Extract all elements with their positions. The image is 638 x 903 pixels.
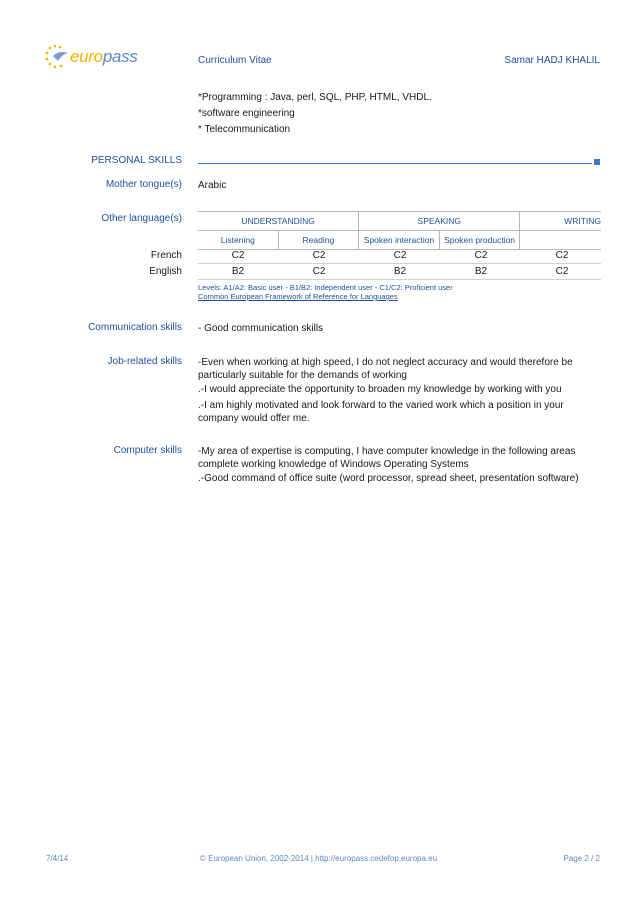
grade-cell: C2 [393, 250, 407, 261]
job-skill-item: -Even when working at high speed, I do not neglect accuracy and would therefore be particularly suitable for the demands of working [198, 357, 573, 381]
language-name-english: English [149, 266, 182, 277]
footer-copyright: © European Union, 2002-2014 | http://europass.cedefop.europa.eu [200, 854, 438, 863]
person-name: Samar HADJ KHALIL [504, 55, 600, 66]
logo-wordmark: europass [70, 47, 138, 66]
grade-cell: C2 [474, 250, 488, 261]
job-skill-item: .-I am highly motivated and look forward to the varied work which a position in your company would offer me. [198, 400, 564, 424]
mother-tongue-value: Arabic [198, 180, 227, 191]
row-divider [198, 263, 601, 264]
subheader-writing-empty [520, 231, 601, 250]
row-divider [198, 279, 601, 280]
section-heading-personal-skills: PERSONAL SKILLS [91, 155, 182, 166]
grade-cell: C2 [231, 250, 245, 261]
communication-skills-label: Communication skills [88, 322, 182, 333]
top-item: *software engineering [198, 108, 295, 119]
levels-note: Levels: A1/A2: Basic user - B1/B2: Independent user - C1/C2: Proficient user [198, 283, 453, 292]
doc-title: Curriculum Vitae [198, 55, 272, 66]
europass-logo [44, 44, 144, 70]
subheader-spoken-production: Spoken production [439, 231, 520, 250]
job-related-skills-label: Job-related skills [107, 356, 182, 367]
computer-skills-label: Computer skills [113, 445, 182, 456]
job-skill-item: .-I would appreciate the opportunity to broaden my knowledge by working with you [198, 384, 562, 395]
header-writing: WRITING [520, 212, 601, 231]
header-understanding: UNDERSTANDING [198, 212, 359, 231]
other-languages-label: Other language(s) [101, 213, 182, 224]
section-marker [594, 159, 600, 165]
footer-page-number: Page 2 / 2 [563, 854, 600, 863]
language-table [198, 211, 601, 250]
grade-cell: C2 [555, 250, 569, 261]
grade-cell: C2 [312, 250, 326, 261]
language-name-french: French [150, 250, 182, 261]
grade-cell: B2 [474, 266, 488, 277]
grade-cell: B2 [231, 266, 245, 277]
grade-cell: C2 [312, 266, 326, 277]
section-divider [198, 163, 592, 164]
cefr-link[interactable]: Common European Framework of Reference for Languages [198, 292, 398, 301]
footer-date: 7/4/14 [46, 854, 69, 863]
top-item: *Programming : Java, perl, SQL, PHP, HTML, VHDL. [198, 92, 432, 103]
top-item: * Telecommunication [198, 124, 291, 135]
computer-skill-item: .-Good command of office suite (word processor, spread sheet, presentation software) [198, 473, 579, 484]
subheader-reading: Reading [278, 231, 359, 250]
grade-cell: C2 [555, 266, 569, 277]
header-speaking: SPEAKING [359, 212, 520, 231]
grade-cell: B2 [393, 266, 407, 277]
computer-skill-item: -My area of expertise is computing, I have computer knowledge in the following areas complete working knowledge of Windows Operating Systems [198, 446, 576, 470]
mother-tongue-label: Mother tongue(s) [105, 179, 182, 190]
subheader-spoken-interaction: Spoken interaction [359, 231, 440, 250]
subheader-listening: Listening [198, 231, 278, 250]
communication-skills-value: - Good communication skills [198, 323, 324, 334]
europass-stars-icon [44, 44, 72, 70]
